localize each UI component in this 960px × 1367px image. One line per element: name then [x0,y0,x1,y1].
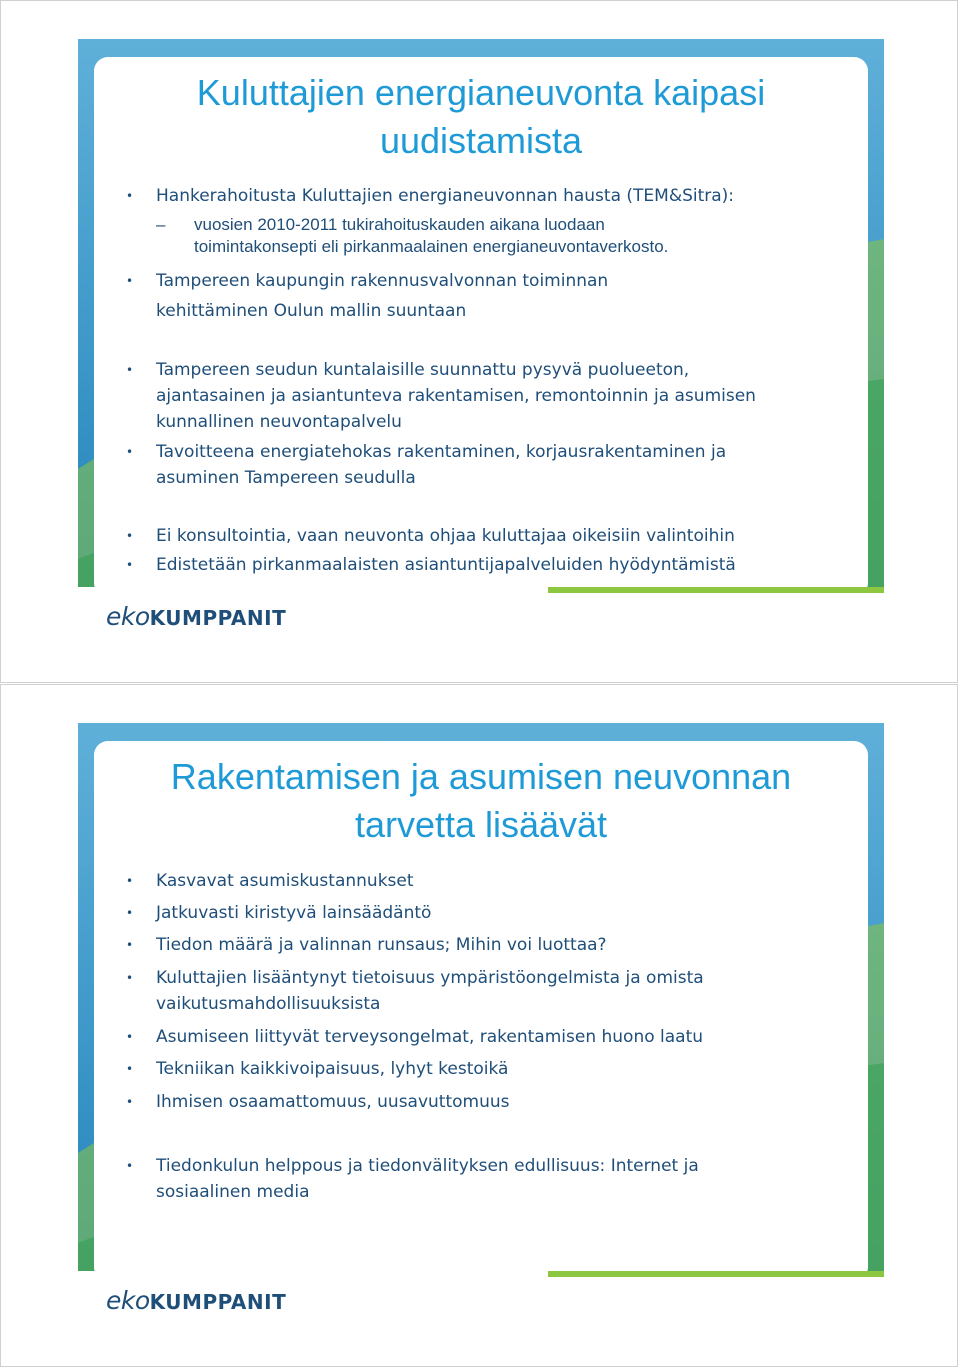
bullet-icon: • [126,529,134,543]
ekokumppanit-logo: eko KUMPPANIT [106,602,287,631]
sub-list-item: – vuosien 2010-2011 tukirahoituskauden aikana luodaan toimintakonsepti eli pirkanmaalainen energianeuvontaverkosto. [156,215,669,256]
bullet-icon: • [126,274,134,288]
page-1 [0,0,958,683]
bullet-icon: • [126,445,134,459]
bullet-icon: • [126,906,134,920]
list-item: • Tekniikan kaikkivoipaisuus, lyhyt kestoikä [156,1056,856,1082]
title-line-2: tarvetta lisäävät [354,804,608,845]
bullet-icon: • [126,363,134,377]
list-item: • Tiedon määrä ja valinnan runsaus; Mihin voi luottaa? [156,932,856,958]
list-item: • Tampereen seudun kuntalaisille suunnattu pysyvä puolueeton, ajantasainen ja asiantunteva rakentamisen, remontoinnin ja asumisen kunnallinen neuvontapalvelu [156,357,856,435]
bullet-icon: • [126,1159,134,1173]
list-item: • Kasvavat asumiskustannukset [156,868,856,894]
list-item: • Jatkuvasti kiristyvä lainsäädäntö [156,900,856,926]
dash-icon: – [156,215,166,234]
slide-2 [78,723,884,1329]
footer-accent-line [548,587,884,593]
title-line-1: Rakentamisen ja asumisen neuvonnan [170,756,792,797]
slide-title [78,753,884,849]
slide-1 [78,39,884,645]
list-item: • Tampereen kaupungin rakennusvalvonnan toiminnan kehittäminen Oulun mallin suuntaan [156,266,856,326]
bullet-icon: • [126,1062,134,1076]
list-item: • Edistetään pirkanmaalaisten asiantuntijapalveluiden hyödyntämistä [156,552,856,578]
list-item: • Hankerahoitusta Kuluttajien energianeuvonnan hausta (TEM&Sitra): [156,183,856,209]
footer-accent-line [548,1271,884,1277]
bullet-icon: • [126,189,134,203]
bullet-icon: • [126,971,134,985]
bullet-icon: • [126,1095,134,1109]
slide-title [78,69,884,165]
list-item: • Ei konsultointia, vaan neuvonta ohjaa kuluttajaa oikeisiin valintoihin [156,523,856,549]
list-item: • Asumiseen liittyvät terveysongelmat, rakentamisen huono laatu [156,1024,856,1050]
bullet-icon: • [126,874,134,888]
page-2 [0,684,958,1367]
title-line-1: Kuluttajien energianeuvonta kaipasi [196,72,766,113]
list-item: • Tavoitteena energiatehokas rakentaminen, korjausrakentaminen ja asuminen Tampereen seudulla [156,439,856,491]
bullet-icon: • [126,558,134,572]
bullet-icon: • [126,1030,134,1044]
list-item: • Ihmisen osaamattomuus, uusavuttomuus [156,1089,856,1115]
title-line-2: uudistamista [379,120,583,161]
bullet-icon: • [126,938,134,952]
list-item: • Tiedonkulun helppous ja tiedonvälityksen edullisuus: Internet ja sosiaalinen media [156,1153,856,1205]
list-item: • Kuluttajien lisääntynyt tietoisuus ympäristöongelmista ja omista vaikutusmahdollisuuksista [156,965,856,1017]
ekokumppanit-logo: eko KUMPPANIT [106,1286,287,1315]
